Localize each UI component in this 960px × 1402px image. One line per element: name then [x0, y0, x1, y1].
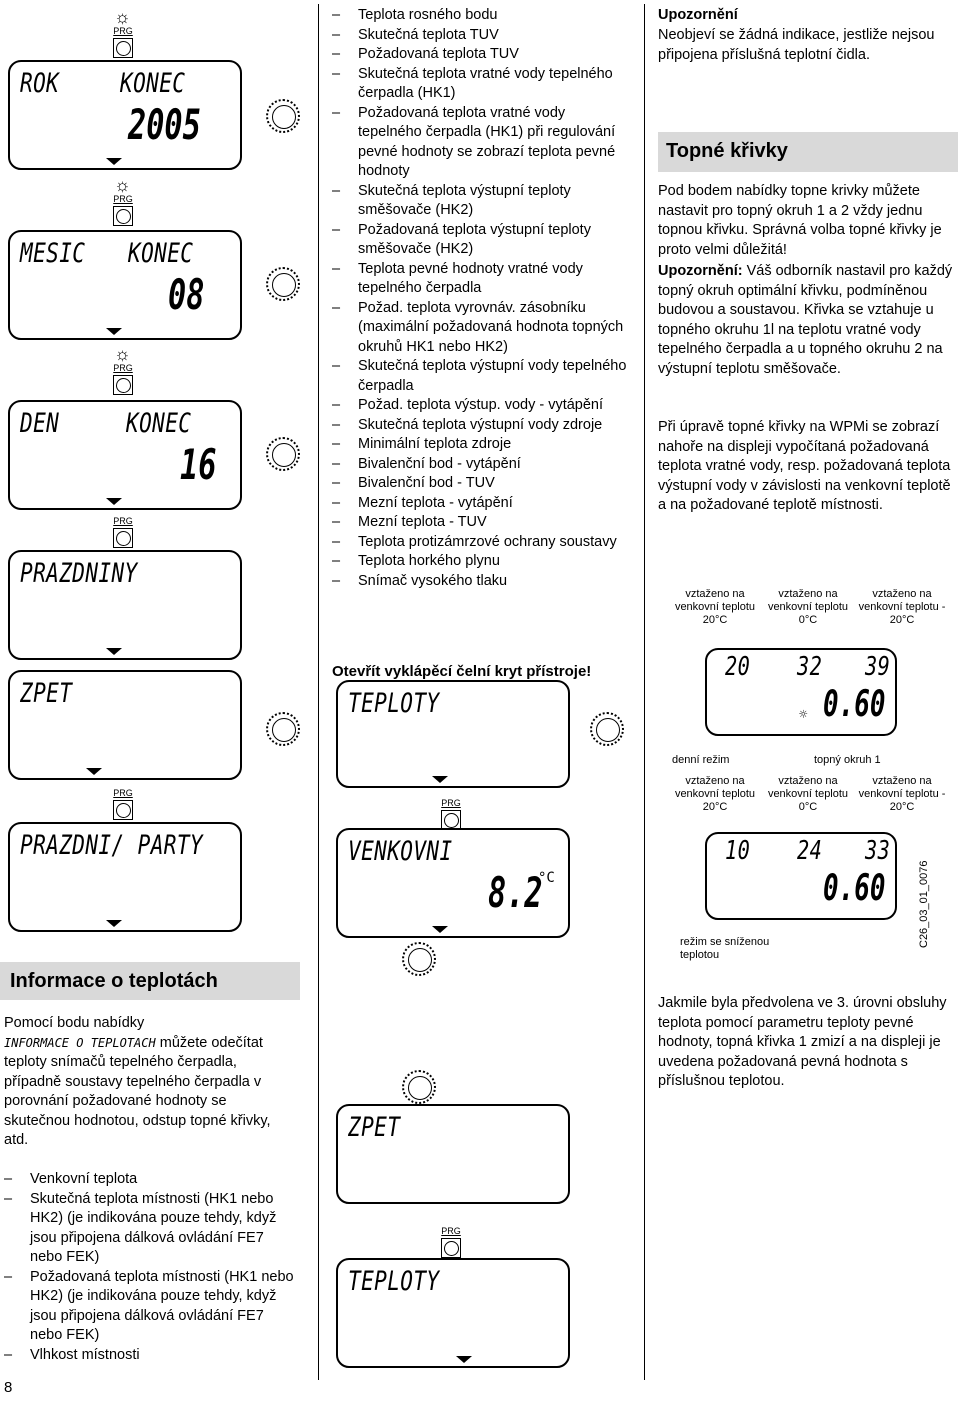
list-item: – Požadovaná teplota místnosti (HK1 nebo HK2) (je indikována pouze tehdy, když jsou připojena dálková ovládání FE7 nebo FEK) [4, 1268, 296, 1346]
lcd-label: ROK [20, 68, 60, 99]
lcd-heating-curve-reduced: 10 24 33 0.60 [705, 832, 897, 920]
arrow-down-icon [456, 1356, 472, 1363]
lcd-label: ZPET [20, 678, 73, 709]
page-number: 8 [4, 1379, 13, 1396]
prg-button[interactable]: PRG [440, 1226, 462, 1266]
column-divider [318, 4, 319, 1380]
lcd-unit: °C [538, 870, 555, 886]
arrow-down-icon [106, 920, 122, 927]
prg-button[interactable]: PRG [112, 363, 134, 403]
prg-button[interactable]: PRG [440, 798, 462, 838]
curve-value: 0.60 [823, 868, 886, 909]
caption-day-mode: denní režim [672, 754, 730, 766]
lcd-screen-back [8, 670, 242, 780]
prg-button[interactable]: PRG [112, 788, 134, 828]
list-item: – Teplota protizámrzové ochrany soustavy [332, 533, 632, 553]
list-item: – Skutečná teplota vratné vody tepelného čerpadla (HK1) [332, 65, 632, 104]
sun-icon: ☼ [114, 344, 131, 364]
lcd-label: PRAZDNI/ PARTY [20, 830, 203, 861]
caption-heating-circuit: topný okruh 1 [814, 754, 881, 766]
lcd-screen-party [8, 822, 242, 932]
arrow-down-icon [86, 768, 102, 775]
paragraph-1: Pod bodem nabídky topne krivky můžete nastavit pro topný okruh 1 a 2 vždy jednu topnou křivku. Správná volba topné křivky je proto velmi důležitá! [658, 183, 942, 258]
middle-bullet-list [332, 6, 632, 591]
list-item: – Teplota pevné hodnoty vratné vody tepelného čerpadla [332, 260, 632, 299]
list-item: – Mezní teplota - vytápění [332, 494, 632, 514]
list-item: – Mezní teplota - TUV [332, 513, 632, 533]
list-item: – Bivalenční bod - vytápění [332, 455, 632, 475]
paragraph-3: Při úpravě topné křivky na WPMi se zobrazí nahoře na displeji vypočítaná požadovaná teplota vratné vody, resp. požadovaná teplota výstupní vody v závislosti na venkovní teplotě a na požadované teplotě místnosti. [658, 419, 951, 513]
list-item: – Požadovaná teplota výstupní teploty směšovače (HK2) [332, 221, 632, 260]
sun-icon: ☼ [114, 175, 131, 195]
lcd-screen-year [8, 60, 242, 170]
section-title: Informace o teplotách [0, 962, 300, 1000]
lcd-screen-outdoor [336, 828, 570, 938]
rotary-knob-icon[interactable] [590, 712, 624, 746]
left-bullet-list [4, 1170, 296, 1365]
lcd-label: ZPET [348, 1112, 401, 1143]
lcd-value: 2005 [128, 100, 201, 149]
lcd-label: MESIC [20, 238, 86, 269]
warning-text: Neobjeví se žádná indikace, jestliže nejsou připojena příslušná teplotní čidla. [658, 27, 935, 63]
list-item: – Teplota rosného bodu [332, 6, 632, 26]
list-item: – Skutečná teplota výstupní vody tepelného čerpadla [332, 357, 632, 396]
rotary-knob-icon[interactable] [266, 437, 300, 471]
lcd-label: VENKOVNI [348, 836, 453, 867]
prg-button[interactable]: PRG [112, 516, 134, 556]
rotary-knob-icon[interactable] [266, 712, 300, 746]
list-item: – Skutečná teplota místnosti (HK1 nebo HK2) (je indikována pouze tehdy, když jsou připojena dálková ovládání FE7 nebo FEK) [4, 1190, 296, 1268]
lcd-label: PRAZDNINY [20, 558, 138, 589]
prg-button[interactable]: PRG [112, 194, 134, 234]
list-item: – Bivalenční bod - TUV [332, 474, 632, 494]
paragraph-2: Upozornění: Váš odborník nastavil pro každý topný okruh optimální křivku, podmíněnou budovou a soustavou. Křivka se vztahuje u topného okruhu 1l na teplotu vratné vody tepelného čerpadla a u topného okruhu 2 na výstupní teplotu směšovače. [658, 263, 953, 377]
paragraph-4: Jakmile byla předvolena ve 3. úrovni obsluhy teplota pomocí parametru teploty pevné hodnoty, topná křivka 1 zmizí a na displeji je uvedena požadovaná pevná hodnota s příslušnou teplotou. [658, 995, 947, 1089]
list-item: – Požad. teplota vyrovnáv. zásobníku (maximální požadovaná hodnota topných okruhů HK1 nebo HK2) [332, 299, 632, 358]
arrow-down-icon [106, 158, 122, 165]
rotary-knob-icon[interactable] [266, 267, 300, 301]
list-item: – Teplota horkého plynu [332, 552, 632, 572]
lcd-label: DEN [20, 408, 60, 439]
arrow-down-icon [106, 328, 122, 335]
lcd-heating-curve: 20 32 39 0.60 ☼ [705, 648, 897, 736]
list-item: – Skutečná teplota výstupní teploty směšovače (HK2) [332, 182, 632, 221]
arrow-down-icon [106, 648, 122, 655]
rotary-knob-icon[interactable] [402, 942, 436, 976]
list-item: – Požadovaná teplota vratné vody tepelného čerpadla (HK1) při regulování pevné hodnoty se zobrazí teplota pevné hodnoty [332, 104, 632, 182]
lcd-sub: KONEC [126, 408, 192, 439]
intro-paragraph: Pomocí bodu nabídky INFORMACE O TEPLOTACH můžete odečítat teploty snímačů tepelného čerpadla, případně soustavy tepelného čerpadla v porovnání požadované hodnoty se skutečnou hodnotou, odstup topné křivky, atd. [4, 1015, 271, 1148]
lcd-screen-temperatures-2 [336, 1258, 570, 1368]
lcd-value: 16 [180, 440, 217, 489]
list-item: – Požadovaná teplota TUV [332, 45, 632, 65]
lcd-label: TEPLOTY [348, 688, 440, 719]
lcd-screen-temperatures [336, 680, 570, 788]
list-item: – Skutečná teplota TUV [332, 26, 632, 46]
list-item: – Minimální teplota zdroje [332, 435, 632, 455]
caption-reduced-mode: režim se sníženou teplotou [680, 936, 770, 961]
figure-code: C26_03_01_0076 [918, 860, 930, 948]
lcd-screen-back-mid [336, 1104, 570, 1204]
list-item: – Vlhkost místnosti [4, 1346, 296, 1366]
lcd-sub: KONEC [128, 238, 194, 269]
list-item: – Požad. teplota výstup. vody - vytápění [332, 396, 632, 416]
lcd-screen-holidays [8, 550, 242, 660]
curve-value: 0.60 [823, 684, 886, 725]
arrow-down-icon [432, 776, 448, 783]
column-divider [644, 4, 645, 1380]
sun-icon: ☼ [799, 707, 808, 723]
arrow-down-icon [106, 498, 122, 505]
rotary-knob-icon[interactable] [402, 1070, 436, 1104]
list-item: – Skutečná teplota výstupní vody zdroje [332, 416, 632, 436]
lcd-screen-day [8, 400, 242, 510]
list-item: – Venkovní teplota [4, 1170, 296, 1190]
list-item: – Snímač vysokého tlaku [332, 572, 632, 592]
arrow-down-icon [432, 926, 448, 933]
lcd-screen-month [8, 230, 242, 340]
lcd-value: 8.2 [488, 868, 543, 917]
lcd-label: TEPLOTY [348, 1266, 440, 1297]
prg-button[interactable]: PRG [112, 26, 134, 66]
menu-item-name: INFORMACE O TEPLOTACH [4, 1035, 156, 1050]
sun-icon: ☼ [114, 7, 131, 27]
warning-title: Upozornění [658, 7, 738, 23]
lcd-sub: KONEC [120, 68, 186, 99]
lcd-value: 08 [168, 270, 205, 319]
open-cover-note: Otevřít vyklápěcí čelní kryt přístroje! [332, 663, 592, 680]
rotary-knob-icon[interactable] [266, 99, 300, 133]
section-title: Topné křivky [658, 132, 958, 172]
